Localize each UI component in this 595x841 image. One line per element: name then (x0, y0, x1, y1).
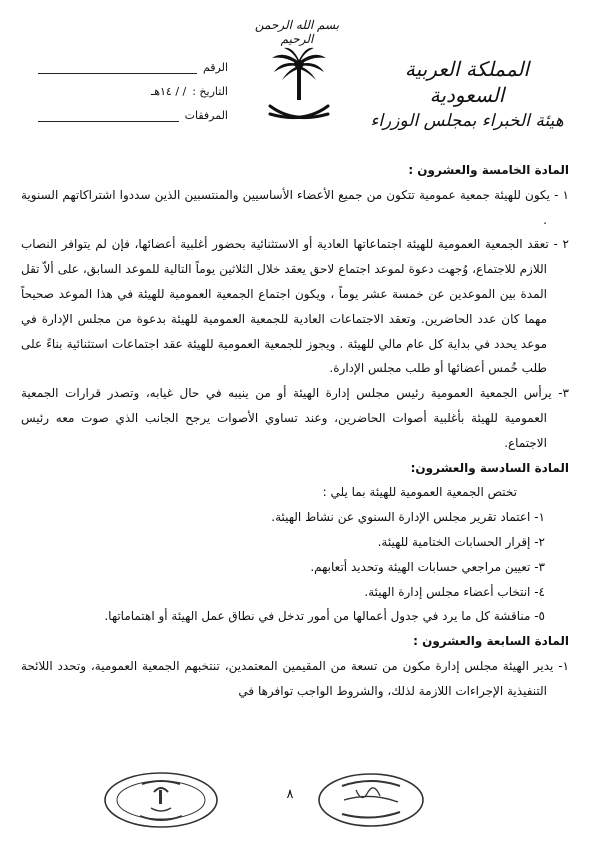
date-value: / / ١٤هـ (150, 85, 187, 98)
article-26-heading: المادة السادسة والعشرون: (410, 460, 569, 475)
ref-row (38, 56, 228, 80)
ref-label: الرقم (202, 61, 228, 74)
article-25-item-2: ٢ - تعقد الجمعية العمومية للهيئة اجتماعاتها العادية أو الاستثنائية بحضور أغلبية أعضائها، فإن لم يتوافر النصاب اللازم للاجتماع، وُجهت دعوة لموعد اجتماع لاحق يعقد خلال الثلاثين يوماً التالية للموعد السابق، على ألاّ تقل المدة بين الموعدين عن خمسة عشر يوماً ، ويكون اجتماع الجمعية العمومية للهيئة في هذا الموعد صحيحاً مهما كان عدد الحاضرين. وتعقد الاجتماعات العادية للجمعية العمومية للهيئة بدعوة من مجلس الإدارة في موعد يحدد في بداية كل عام مالي للهيئة . ويجوز للجمعية العمومية للهيئة عقد اجتماعات استثنائية بناءً على طلب خُمس أعضائها أو طلب مجلس الإدارة. (21, 237, 569, 376)
ref-blank (38, 63, 197, 74)
article-26-intro: تختص الجمعية العمومية للهيئة بما يلي : (322, 485, 517, 500)
article-26-item-2: ٢- إقرار الحسابات الختامية للهيئة. (377, 534, 545, 549)
article-25-item-1: ١ - يكون للهيئة جمعية عمومية تتكون من جميع الأعضاء الأساسيين والمنتسبين الذين سددوا اشتراكاتهم السنوية . (21, 187, 569, 227)
document-metadata (38, 56, 228, 128)
attachments-blank (38, 111, 179, 122)
article-26-item-1: ١- اعتماد تقرير مجلس الإدارة السنوي عن نشاط الهيئة. (271, 510, 545, 525)
date-label: التاريخ : (192, 85, 228, 98)
article-26-item-3: ٣- تعيين مراجعي حسابات الهيئة وتحديد أتعابهم. (310, 559, 545, 574)
saudi-emblem-icon (264, 44, 334, 130)
org-country: المملكة العربية السعودية (404, 57, 530, 107)
article-25-heading: المادة الخامسة والعشرون : (408, 163, 569, 177)
article-27-heading: المادة السابعة والعشرون : (413, 634, 569, 649)
attachments-label: المرفقات (184, 109, 228, 122)
official-stamp-right (312, 770, 430, 830)
article-25-item-3: ٣- يرأس الجمعية العمومية رئيس مجلس إدارة الهيئة أو من ينيبه في حال غيابه، وتصدر قرارات الجمعية العمومية للهيئة بأغلبية أصوات الحاضرين، وعند تساوي الأصوات يرجح الجانب الذي صوت معه رئيس الاجتماع. (21, 386, 569, 450)
document-body (21, 158, 569, 704)
attachments-row (38, 104, 228, 128)
organization-name (367, 56, 567, 134)
org-agency: هيئة الخبراء بمجلس الوزراء (370, 111, 564, 131)
article-27-item-1: ١- يدير الهيئة مجلس إدارة مكون من تسعة من المقيمين المعتمدين، تنتخبهم الجمعية العمومية، وتحدد اللائحة التنفيذية الإجراءات اللازمة لذلك، والشروط الواجب توافرها في (21, 658, 569, 698)
basmala: بسم الله الرحمن الرحيم (254, 18, 340, 46)
page-number: ٨ (286, 787, 294, 802)
date-row (38, 80, 228, 104)
article-26-item-4: ٤- انتخاب أعضاء مجلس إدارة الهيئة. (364, 584, 545, 599)
official-stamp-left (102, 770, 220, 830)
article-26-item-5: ٥- مناقشة كل ما يرد في جدول أعمالها من أمور تدخل في نطاق عمل الهيئة أو اهتماماتها. (104, 609, 545, 624)
